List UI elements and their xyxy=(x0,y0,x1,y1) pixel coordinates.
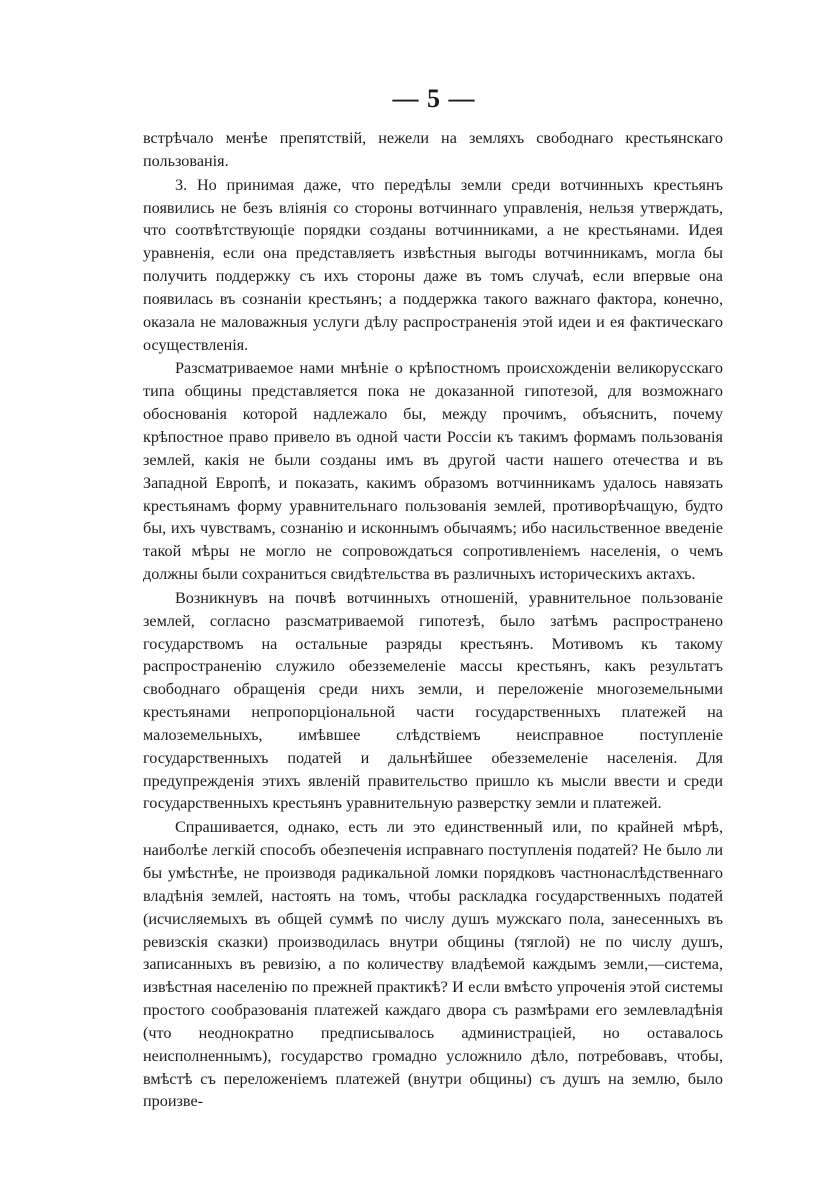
paragraph-2: 3. Но принимая даже, что передѣлы земли среди вотчинныхъ крестьянъ появились не безъ вліянія со стороны вотчиннаго управленія, нельзя утверждать, что соотвѣтствующіе порядки созданы вотчинниками, а не крестьянами. Идея уравненія, если она представляетъ извѣстныя выгоды вотчинникамъ, могла бы получить поддержку съ ихъ стороны даже въ томъ случаѣ, если впервые она появилась въ сознаніи крестьянъ; а поддержка такого важнаго фактора, конечно, оказала не маловажныя услуги дѣлу распространенія этой идеи и ея фактическаго осуществленія. xyxy=(143,175,723,354)
paragraph-5: Спрашивается, однако, есть ли это единственный или, по крайней мѣрѣ, наиболѣе легкій способъ обезпеченія исправнаго поступленія податей? Не было ли бы умѣстнѣе, не производя радикальной ломки порядковъ частнонаслѣдственнаго владѣнія землей, настоять на томъ, чтобы раскладка государственныхъ податей (исчисляемыхъ въ общей суммѣ по числу душъ мужскаго пола, занесенныхъ въ ревизскія сказки) производилась внутри общины (тяглой) не по числу душъ, записанныхъ въ ревизію, а по количеству владѣемой каждымъ земли,—система, извѣстная населенію по прежней практикѣ? И если вмѣсто упроченія этой системы простого сообразованія платежей каждаго двора съ размѣрами его землевладѣнія (что неоднократно предписывалось администраціей, но оставалось неисполненнымъ), государство громадно усложнило дѣло, потребовавъ, чтобы, вмѣстѣ съ переложеніемъ платежей (внутри общины) съ душъ на землю, было произве- xyxy=(143,818,723,1111)
paragraph-3: Разсматриваемое нами мнѣніе о крѣпостномъ происхожденіи великорусскаго типа общины представляется пока не доказанной гипотезой, для возможнаго обоснованія которой надлежало бы, между прочимъ, объяснить, почему крѣпостное право привело въ одной части Россіи къ такимъ формамъ пользованія землей, какія не были созданы имъ въ другой части нашего отечества и въ Западной Европѣ, и показать, какимъ образомъ вотчинникамъ удалось навязать крестьянамъ форму уравнительнаго пользованія землей, противорѣчащую, будто бы, ихъ чувствамъ, сознанію и исконнымъ обычаямъ; ибо насильственное введеніе такой мѣры не могло не сопровождаться сопротивленіемъ населенія, о чемъ должны были сохраниться свидѣтельства въ различныхъ историческихъ актахъ. xyxy=(143,359,723,584)
page-body xyxy=(143,127,723,1113)
page-number: — 5 — xyxy=(392,84,476,113)
paragraph-4: Возникнувъ на почвѣ вотчинныхъ отношеній, уравнительное пользованіе землей, согласно разсматриваемой гипотезѣ, было затѣмъ распространено государствомъ на остальные разряды крестьянъ. Мотивомъ къ такому распространенію служило обезземеленіе массы крестьянъ, какъ результатъ свободнаго обращенія среди нихъ земли, и переложеніе многоземельными крестьянами непропорціональной части государственныхъ платежей на малоземельныхъ, имѣвшее слѣдствіемъ неисправное поступленіе государственныхъ податей и дальнѣйшее обезземеленіе населенія. Для предупрежденія этихъ явленій правительство пришло къ мысли ввести и среди государственныхъ крестьянъ уравнительную разверстку земли и платежей. xyxy=(143,588,723,813)
paragraph-1: встрѣчало менѣе препятствій, нежели на земляхъ свободнаго крестьянскаго пользованія. xyxy=(143,129,723,170)
